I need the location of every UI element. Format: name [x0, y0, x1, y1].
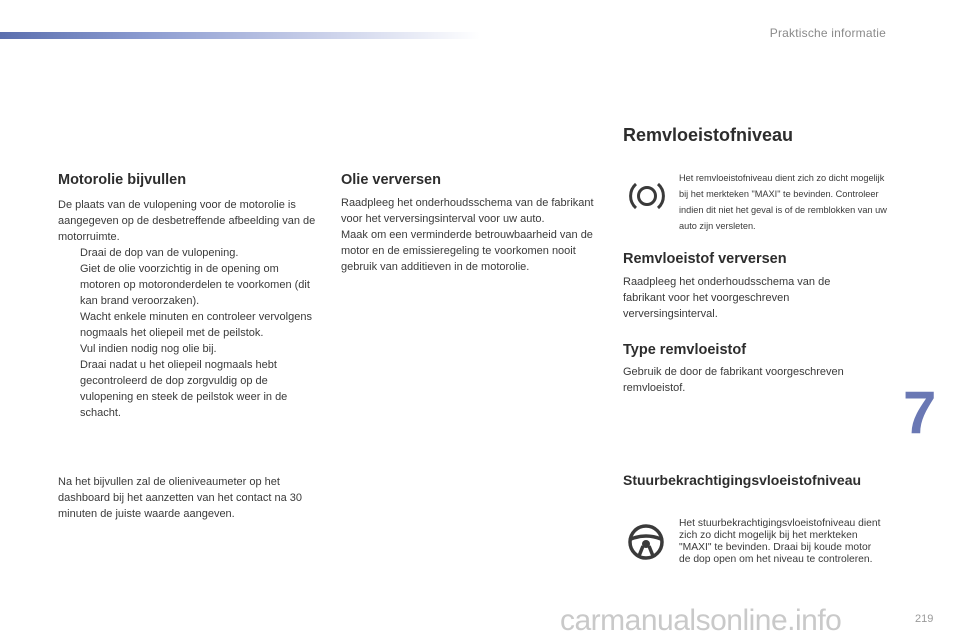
list-item: Vul indien nodig nog olie bij. — [80, 343, 217, 355]
additives-warning-text: Maak om een verminderde betrouwbaarheid van de motor en de emissieregeling te voorkomen nooit gebruik van additieven in de motorolie. — [341, 229, 593, 273]
heading-type-remvloeistof: Type remvloeistof — [623, 342, 747, 358]
brake-fluid-change-text: Raadpleeg het onderhoudsschema van de fabrikant voor het voorgeschreven verversingsinterval. — [623, 276, 831, 320]
watermark: carmanualsonline.info — [560, 604, 842, 637]
heading-remvloeistofniveau: Remvloeistofniveau — [623, 125, 794, 145]
intro-text: De plaats van de vulopening voor de motorolie is aangegeven op de desbetreffende afbeelding van de motorruimte. — [58, 199, 316, 243]
list-item: Giet de olie voorzichtig in de opening om motoren op motoronderdelen te voorkomen (dit kan brand veroorzaken). — [80, 263, 310, 307]
list-item: Wacht enkele minuten en controleer vervolgens nogmaals het oliepeil met de peilstok. — [80, 311, 312, 339]
steps-list — [58, 245, 316, 421]
column-oil-change — [341, 172, 596, 275]
chapter-number: 7 — [903, 379, 937, 446]
brake-fluid-type-text: Gebruik de door de fabrikant voorgeschreven remvloeistof. — [623, 366, 844, 394]
list-item: Draai nadat u het oliepeil nogmaals hebt gecontroleerd de dop zorgvuldig op de vulopening en steek de peilstok weer in de schacht. — [80, 359, 288, 419]
oil-gauge-note: Na het bijvullen zal de olieniveaumeter op het dashboard bij het aanzetten van het contact na 30 minuten de juiste waarde aangeven. — [58, 476, 303, 520]
steering-fluid-level-note: Het stuurbekrachtigingsvloeistofniveau dient zich zo dicht mogelijk bij het merkteken "MAXI" te bevinden. Draai bij koude motor de dop open om het niveau te controleren. — [679, 518, 881, 565]
heading-motorolie-bijvullen: Motorolie bijvullen — [58, 172, 187, 188]
list-item: Draai de dop van de vulopening. — [80, 247, 239, 259]
heading-stuurbekrachtiging: Stuurbekrachtigingsvloeistofniveau — [623, 472, 862, 488]
brake-fluid-level-note: Het remvloeistofniveau dient zich zo dicht mogelijk bij het merkteken "MAXI" te bevinden. Controleer indien dit niet het geval is of de remblokken van uw auto zijn versleten. — [679, 173, 887, 231]
brake-warning-icon — [627, 176, 667, 216]
heading-olie-verversen: Olie verversen — [341, 172, 441, 188]
column-motor-oil-fill — [58, 172, 316, 421]
header-accent-bar — [0, 32, 480, 39]
steering-wheel-icon — [626, 522, 666, 562]
oil-change-interval-text: Raadpleeg het onderhoudsschema van de fabrikant voor het verversingsinterval voor uw auto. — [341, 197, 594, 225]
page-number: 219 — [915, 613, 934, 625]
section-label: Praktische informatie — [769, 26, 886, 40]
heading-remvloeistof-verversen: Remvloeistof verversen — [623, 251, 787, 267]
